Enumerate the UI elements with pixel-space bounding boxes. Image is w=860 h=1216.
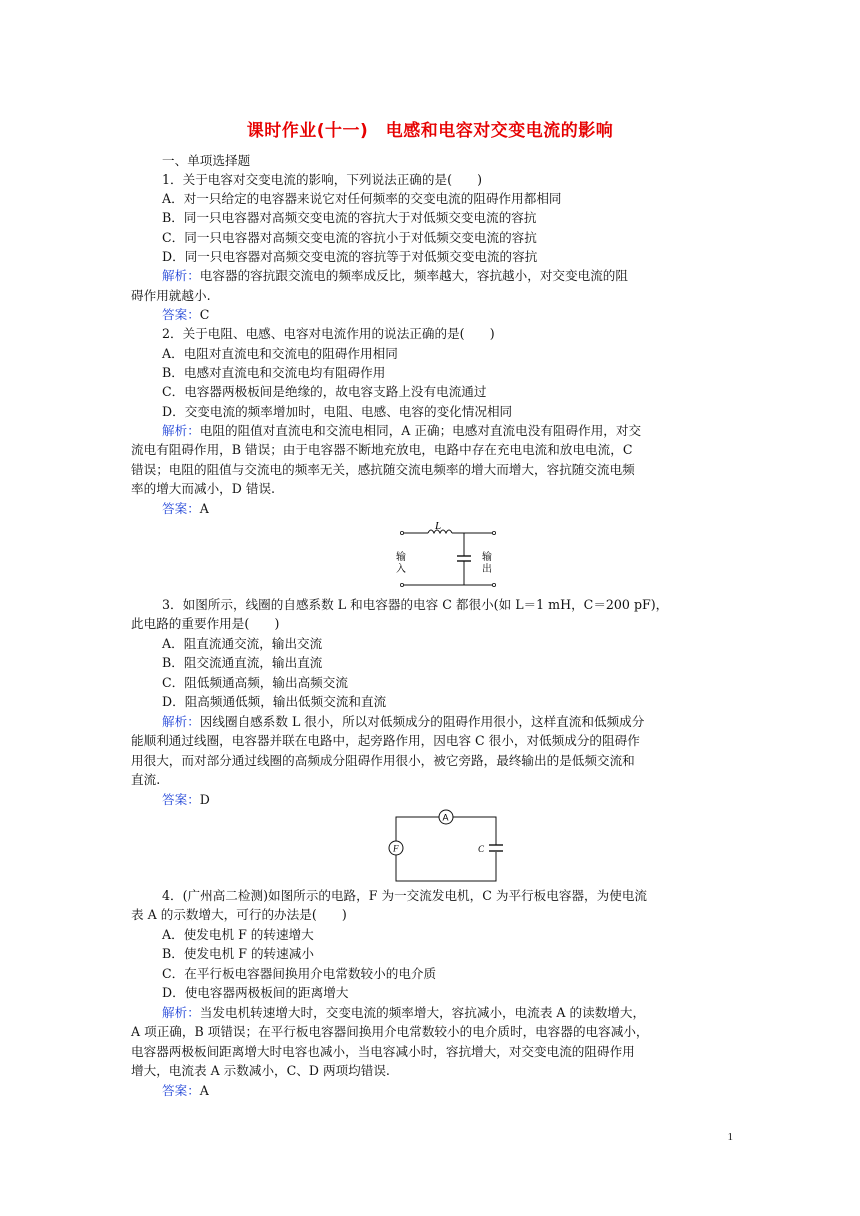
answer-value: D — [199, 792, 210, 807]
q4-option-c: C．在平行板电容器间换用介电常数较小的电介质 — [162, 966, 437, 981]
page-title: 课时作业(十一) 电感和电容对交变电流的影响 — [246, 121, 614, 141]
answer-label: 答案： — [162, 1083, 200, 1098]
q3-analysis-cont-1: 能顺利通过线圈，电容器并联在电路中，起旁路作用，因电容 C 很小，对低频成分的阻碍作 — [131, 733, 640, 748]
q1-option-b: B．同一只电容器对高频交变电流的容抗大于对低频交变电流的容抗 — [162, 210, 537, 225]
q1-option-c: C．同一只电容器对高频交变电流的容抗小于对低频交变电流的容抗 — [162, 230, 537, 245]
q3-analysis-cont-3: 直流. — [131, 772, 161, 787]
q4-analysis-cont-1: A 项正确，B 项错误；在平行板电容器间换用介电常数较小的电介质时，电容器的电容减小， — [131, 1024, 649, 1039]
q1-answer — [162, 306, 209, 324]
q1-stem: 1．关于电容对交变电流的影响，下列说法正确的是( ) — [162, 172, 483, 187]
generator-circuit-diagram — [382, 808, 504, 886]
q1-analysis — [162, 267, 628, 285]
q2-stem: 2．关于电阻、电感、电容对电流作用的说法正确的是( ) — [162, 326, 495, 341]
q3-option-a: A．阻直流通交流，输出交流 — [162, 636, 323, 651]
q2-analysis-cont-2: 错误；电阻的阻值与交流电的频率无关，感抗随交流电频率的增大而增大，容抗随交流电频 — [131, 462, 635, 477]
answer-value: A — [199, 501, 209, 516]
q2-option-a: A．电阻对直流电和交流电的阻碍作用相同 — [162, 346, 398, 361]
q2-analysis-cont-1: 流电有阻碍作用，B 错误；由于电容器不断地充放电，电路中存在充电电流和放电电流，C — [131, 442, 633, 457]
q1-analysis-cont: 碍作用就越小. — [131, 288, 211, 303]
q3-analysis-cont-2: 用很大，而对部分通过线圈的高频成分阻碍作用很小，被它旁路，最终输出的是低频交流和 — [131, 753, 635, 768]
analysis-label: 解析： — [162, 268, 200, 283]
q2-option-b: B．电感对直流电和交流电均有阻碍作用 — [162, 365, 386, 380]
input-label-1: 输 — [396, 552, 406, 563]
q4-analysis — [162, 1004, 645, 1022]
answer-label: 答案： — [162, 501, 200, 516]
q4-option-a: A．使发电机 F 的转速增大 — [162, 927, 314, 942]
capacitor-label: C — [478, 844, 485, 854]
q1-option-a: A．对一只给定的电容器来说它对任何频率的交变电流的阻碍作用都相同 — [162, 191, 562, 206]
q4-analysis-cont-2: 电容器两极板间距离增大时电容也减小，当电容减小时，容抗增大，对交变电流的阻碍作用 — [131, 1044, 635, 1059]
q2-analysis — [162, 422, 641, 440]
q2-analysis-cont-3: 率的增大而减小，D 错误. — [131, 481, 276, 496]
q3-analysis — [162, 713, 644, 731]
lc-filter-diagram — [388, 518, 508, 592]
q3-option-d: D．阻高频通低频，输出低频交流和直流 — [162, 694, 387, 709]
q2-answer — [162, 500, 209, 518]
q4-option-d: D．使电容器两极板间的距离增大 — [162, 985, 349, 1000]
output-label-1: 输 — [482, 552, 492, 563]
q3-option-c: C．阻低频通高频，输出高频交流 — [162, 675, 348, 690]
analysis-label: 解析： — [162, 714, 200, 729]
inductor-label: L — [435, 520, 442, 532]
q3-stem: 3．如图所示，线圈的自感系数 L 和电容器的电容 C 都很小(如 L＝1 mH，C＝200 pF)， — [162, 597, 669, 612]
analysis-text: 电容器的容抗跟交流电的频率成反比，频率越大，容抗越小，对交变电流的阻 — [199, 268, 628, 283]
page-number: 1 — [727, 1131, 733, 1143]
analysis-label: 解析： — [162, 423, 200, 438]
analysis-text: 当发电机转速增大时，交变电流的频率增大，容抗减小，电流表 A 的读数增大， — [199, 1005, 646, 1020]
q2-option-c: C．电容器两极板间是绝缘的，故电容支路上没有电流通过 — [162, 384, 487, 399]
analysis-label: 解析： — [162, 1005, 200, 1020]
q2-option-d: D．交变电流的频率增加时，电阻、电感、电容的变化情况相同 — [162, 404, 513, 419]
input-label-2: 入 — [396, 564, 406, 575]
q4-analysis-cont-3: 增大，电流表 A 示数减小，C、D 两项均错误. — [131, 1063, 390, 1078]
q3-stem-cont: 此电路的重要作用是( ) — [131, 616, 280, 631]
q4-stem: 4．(广州高二检测)如图所示的电路，F 为一交流发电机，C 为平行板电容器，为使电流 — [162, 888, 648, 903]
answer-value: A — [199, 1083, 209, 1098]
q4-stem-cont: 表 A 的示数增大，可行的办法是( ) — [131, 907, 347, 922]
answer-value: C — [199, 307, 210, 322]
section-heading: 一、单项选择题 — [162, 153, 251, 168]
output-label-2: 出 — [482, 564, 492, 575]
q3-option-b: B．阻交流通直流，输出直流 — [162, 655, 323, 670]
q4-option-b: B．使发电机 F 的转速减小 — [162, 946, 314, 961]
q4-answer — [162, 1082, 209, 1100]
ammeter-label: A — [442, 812, 449, 823]
answer-label: 答案： — [162, 792, 200, 807]
answer-label: 答案： — [162, 307, 200, 322]
q3-answer — [162, 791, 210, 809]
analysis-text: 因线圈自感系数 L 很小，所以对低频成分的阻碍作用很小，这样直流和低频成分 — [199, 714, 645, 729]
generator-label: F — [393, 843, 399, 854]
q1-option-d: D．同一只电容器对高频交变电流的容抗等于对低频交变电流的容抗 — [162, 249, 538, 264]
analysis-text: 电阻的阻值对直流电和交流电相同，A 正确；电感对直流电没有阻碍作用，对交 — [199, 423, 642, 438]
